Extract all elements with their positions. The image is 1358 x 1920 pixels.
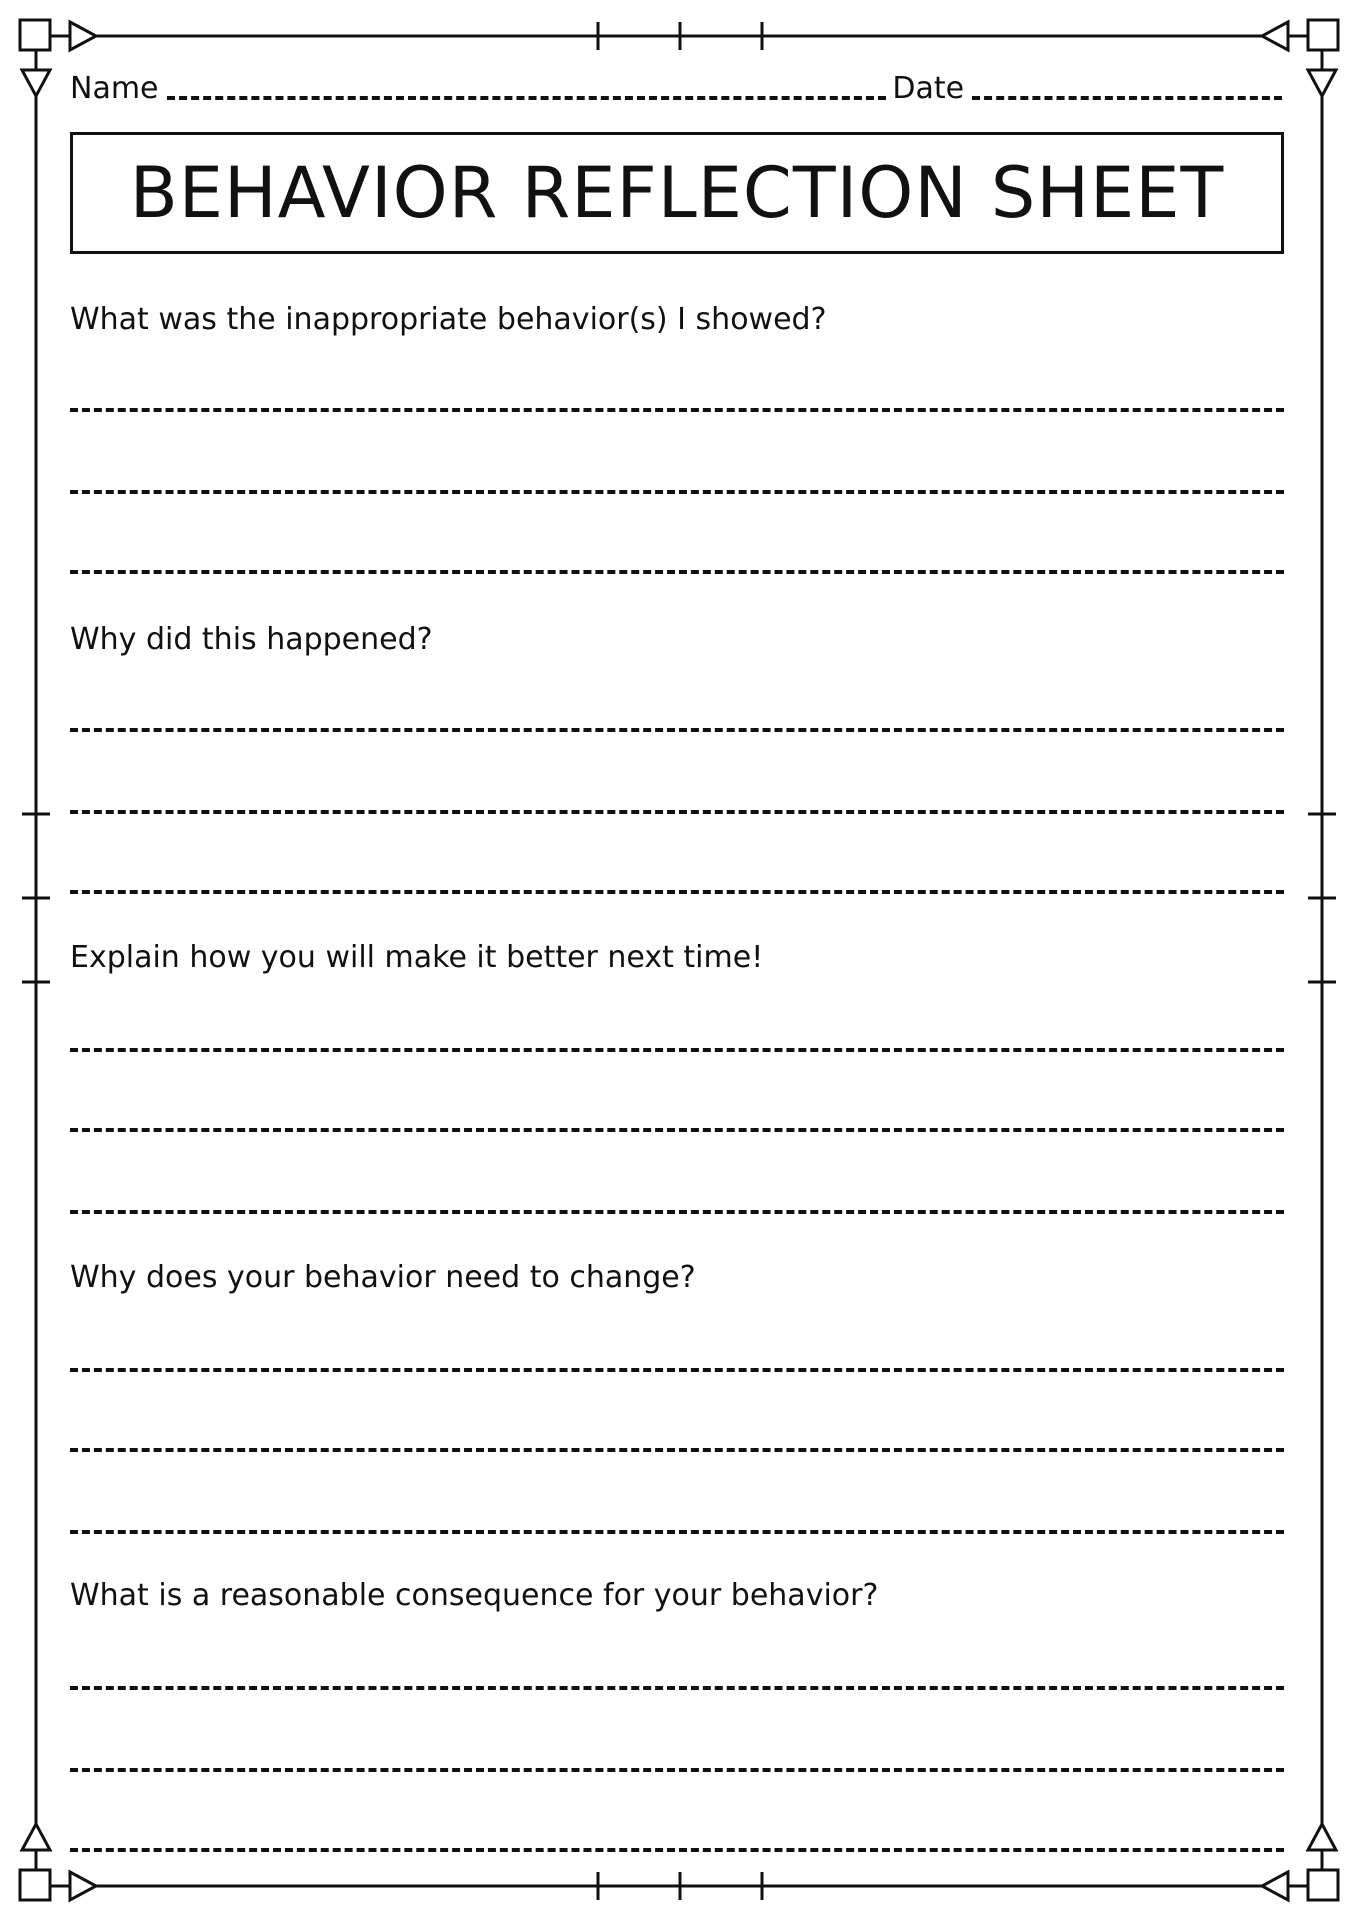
answer-line[interactable]: [70, 1448, 1284, 1452]
title-box: [70, 132, 1284, 254]
date-blank[interactable]: [972, 96, 1282, 100]
answer-line[interactable]: [70, 1686, 1284, 1690]
answer-line[interactable]: [70, 890, 1284, 894]
answer-line[interactable]: [70, 570, 1284, 574]
answer-line[interactable]: [70, 728, 1284, 732]
question-5: What is a reasonable consequence for your behavior?: [70, 1578, 879, 1613]
answer-line[interactable]: [70, 408, 1284, 412]
question-2: Why did this happened?: [70, 622, 433, 657]
name-blank[interactable]: [167, 96, 887, 100]
name-label: Name: [70, 71, 159, 106]
answer-line[interactable]: [70, 1530, 1284, 1534]
question-3: Explain how you will make it better next time!: [70, 940, 764, 975]
answer-line[interactable]: [70, 1128, 1284, 1132]
answer-line[interactable]: [70, 1210, 1284, 1214]
question-4: Why does your behavior need to change?: [70, 1260, 696, 1295]
date-label: Date: [892, 71, 965, 106]
answer-line[interactable]: [70, 1048, 1284, 1052]
question-1: What was the inappropriate behavior(s) I showed?: [70, 302, 827, 337]
name-date-row: [70, 62, 1288, 106]
answer-line[interactable]: [70, 1768, 1284, 1772]
page-title: BEHAVIOR REFLECTION SHEET: [129, 152, 1225, 234]
answer-line[interactable]: [70, 1848, 1284, 1852]
answer-line[interactable]: [70, 810, 1284, 814]
answer-line[interactable]: [70, 490, 1284, 494]
answer-line[interactable]: [70, 1368, 1284, 1372]
